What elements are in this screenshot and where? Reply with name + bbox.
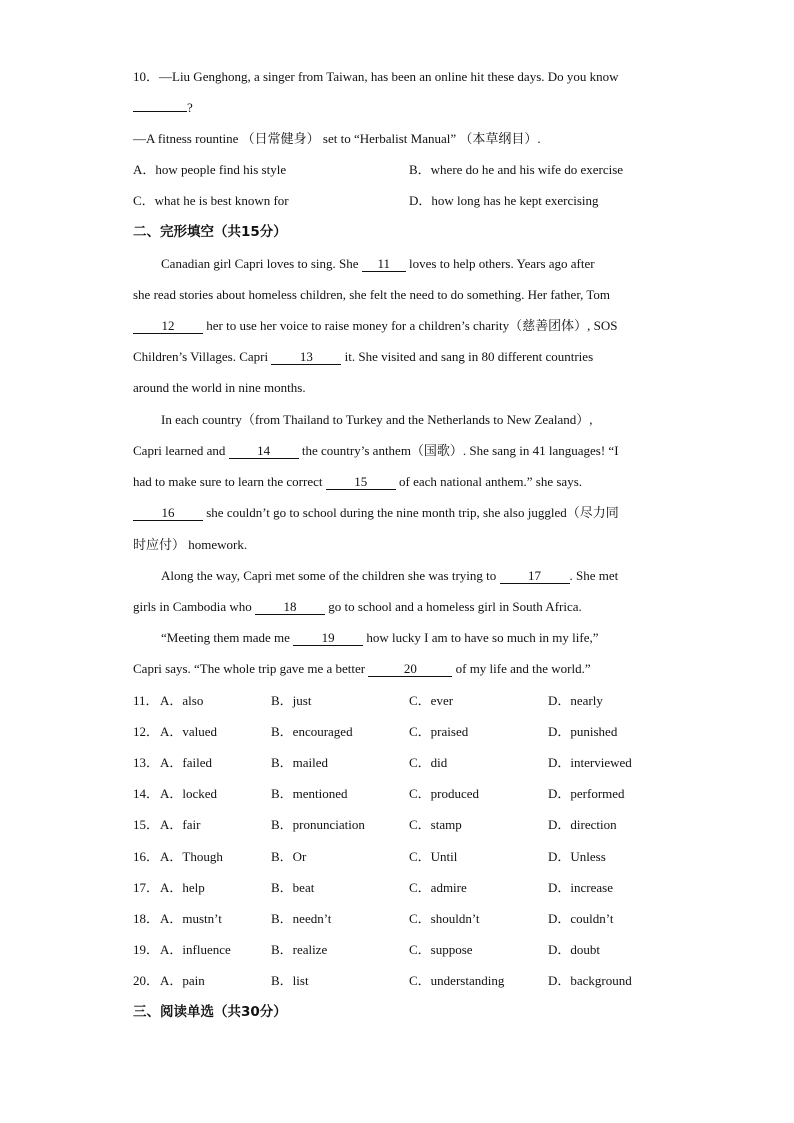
cloze-blank-17[interactable]: 17 [500,569,570,584]
choice-option-c[interactable]: C．stamp [409,817,462,832]
cloze-blank-14[interactable]: 14 [229,444,299,459]
cloze-p2-line3: had to make sure to learn the correct 15 of each national anthem.” she says. [133,474,583,489]
choice-option-d[interactable]: D．direction [548,817,617,832]
choice-option-c[interactable]: C．Until [409,849,458,864]
q10-context-line: —A fitness rountine （日常健身） set to “Herbalist Manual” （本草纲目）. [133,131,541,146]
cloze-p3-line2: girls in Cambodia who 18 go to school and a homeless girl in South Africa. [133,599,582,614]
choice-option-b[interactable]: B．pronunciation [271,817,365,832]
q10-stem-line2 [133,100,193,116]
cloze-blank-19[interactable]: 19 [293,631,363,646]
cloze-p1-line2: she read stories about homeless children, she felt the need to do something. Her father, Tom [133,287,611,302]
cloze-p1-line1: Canadian girl Capri loves to sing. She 11 loves to help others. Years ago after [161,256,595,271]
cloze-p2-line1: In each country（from Thailand to Turkey and the Netherlands to New Zealand）, [161,412,593,427]
q10-option-a[interactable]: A．how people find his style [133,162,287,177]
choice-option-b[interactable]: B．needn’t [271,911,332,926]
cloze-blank-12[interactable]: 12 [133,319,203,334]
cloze-blank-16[interactable]: 16 [133,506,203,521]
choice-option-d[interactable]: D．nearly [548,693,603,708]
choice-option-d[interactable]: D．performed [548,786,625,801]
q10-question-mark: ? [187,100,193,115]
choice-number: 14． [133,786,160,801]
choice-number: 13． [133,755,160,770]
cloze-p2-line5: 时应付） homework. [133,537,248,552]
section-2-heading: 二、完形填空（共15分） [133,224,287,240]
choice-number: 17． [133,880,160,895]
cloze-p3-line1: Along the way, Capri met some of the children she was trying to 17 . She met [161,568,619,583]
cloze-p1-line4: Children’s Villages. Capri 13 it. She visited and sang in 80 different countries [133,349,594,364]
cloze-blank-13[interactable]: 13 [271,350,341,365]
cloze-p1-line5: around the world in nine months. [133,380,306,395]
choice-option-a[interactable]: A．help [160,880,205,895]
q10-stem-line1: 10．—Liu Genghong, a singer from Taiwan, has been an online hit these days. Do you know [133,69,619,84]
choice-number: 12． [133,724,160,739]
choice-option-a[interactable]: A．failed [160,755,212,770]
choice-number: 16． [133,849,160,864]
choice-option-b[interactable]: B．Or [271,849,307,864]
cloze-blank-20[interactable]: 20 [368,662,452,677]
choice-option-a[interactable]: A．valued [160,724,218,739]
choice-option-a[interactable]: A．pain [160,973,205,988]
q10-option-c[interactable]: C．what he is best known for [133,193,289,208]
choice-option-c[interactable]: C．did [409,755,448,770]
choice-option-a[interactable]: A．Though [160,849,223,864]
choice-option-b[interactable]: B．encouraged [271,724,353,739]
choice-option-c[interactable]: C．admire [409,880,467,895]
cloze-p4-line2: Capri says. “The whole trip gave me a better 20 of my life and the world.” [133,661,591,676]
choice-option-d[interactable]: D．punished [548,724,618,739]
q10-option-b[interactable]: B．where do he and his wife do exercise [409,162,624,177]
choice-option-a[interactable]: A．locked [160,786,218,801]
choice-option-b[interactable]: B．mailed [271,755,329,770]
choice-option-a[interactable]: A．fair [160,817,201,832]
choice-option-c[interactable]: C．shouldn’t [409,911,480,926]
choice-number: 18． [133,911,160,926]
choice-option-b[interactable]: B．list [271,973,309,988]
q10-answer-blank[interactable] [133,111,187,112]
choice-option-b[interactable]: B．beat [271,880,315,895]
choice-option-d[interactable]: D．couldn’t [548,911,614,926]
choice-option-d[interactable]: D．doubt [548,942,601,957]
choice-option-b[interactable]: B．realize [271,942,328,957]
choice-option-d[interactable]: D．Unless [548,849,606,864]
choice-option-d[interactable]: D．increase [548,880,613,895]
choice-option-a[interactable]: A．also [160,693,204,708]
choice-option-c[interactable]: C．suppose [409,942,473,957]
choice-option-d[interactable]: D．interviewed [548,755,632,770]
choice-number: 15． [133,817,160,832]
cloze-p2-line4: 16 she couldn’t go to school during the nine month trip, she also juggled（尽力同 [133,505,619,521]
choice-number: 11． [133,693,159,708]
choice-option-a[interactable]: A．influence [160,942,231,957]
choice-option-a[interactable]: A．mustn’t [160,911,222,926]
cloze-blank-11[interactable]: 11 [362,257,406,272]
choice-option-b[interactable]: B．just [271,693,312,708]
cloze-p2-line2: Capri learned and 14 the country’s anthem（国歌）. She sang in 41 languages! “I [133,443,619,458]
choice-option-c[interactable]: C．produced [409,786,480,801]
choice-option-d[interactable]: D．background [548,973,632,988]
section-3-heading: 三、阅读单选（共30分） [133,1004,287,1020]
choice-number: 20． [133,973,160,988]
cloze-blank-15[interactable]: 15 [326,475,396,490]
choice-option-c[interactable]: C．understanding [409,973,505,988]
cloze-p4-line1: “Meeting them made me 19 how lucky I am to have so much in my life,” [161,630,599,645]
choice-option-c[interactable]: C．praised [409,724,469,739]
choice-number: 19． [133,942,160,957]
cloze-blank-18[interactable]: 18 [255,600,325,615]
q10-option-d[interactable]: D．how long has he kept exercising [409,193,599,208]
choice-option-b[interactable]: B．mentioned [271,786,348,801]
cloze-p1-line3: 12 her to use her voice to raise money for a children’s charity（慈善团体）, SOS [133,318,617,334]
choice-option-c[interactable]: C．ever [409,693,454,708]
